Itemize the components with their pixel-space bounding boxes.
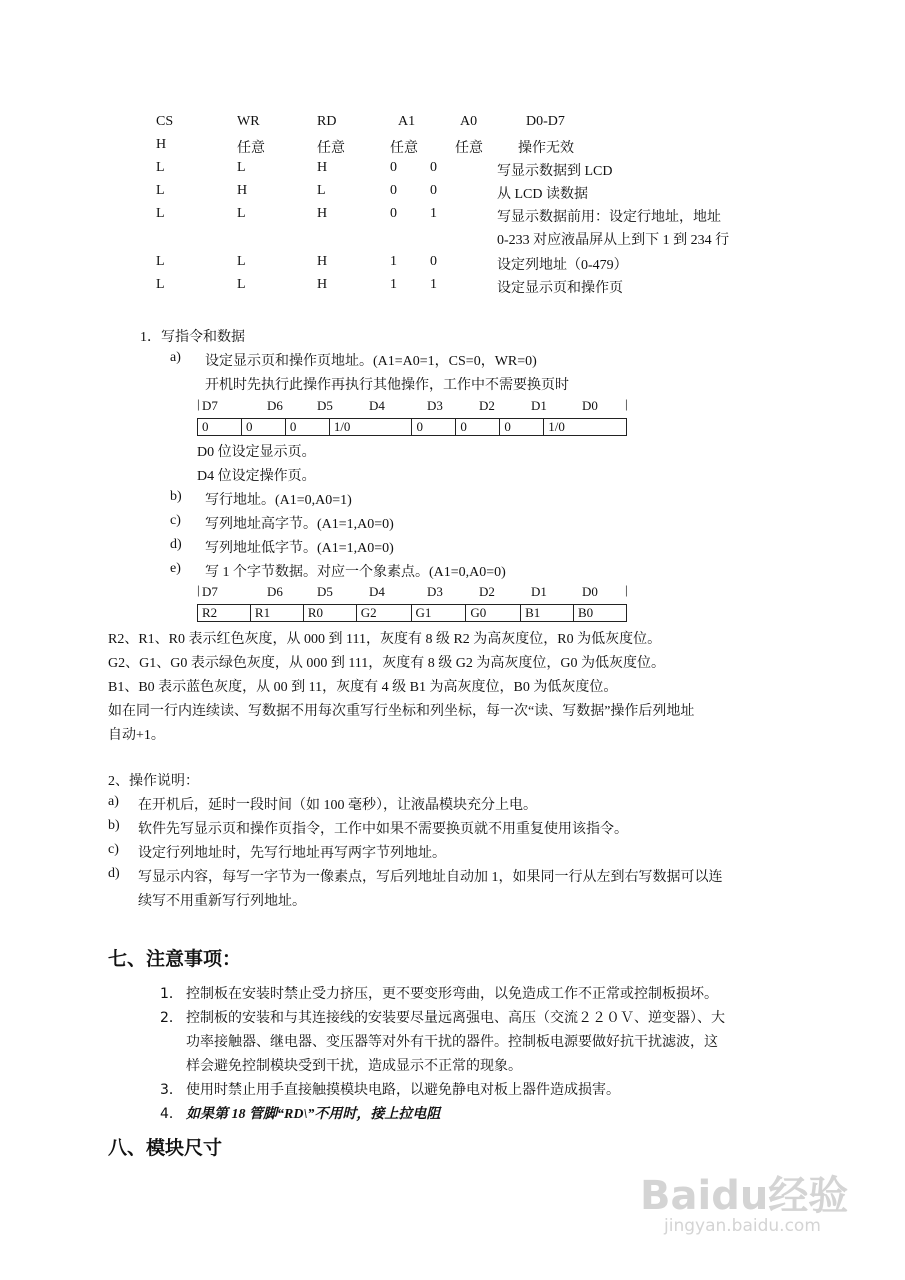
bracket-right: | — [625, 396, 628, 411]
header-d0-d7: D0-D7 — [526, 114, 565, 129]
cell-rd: H — [317, 254, 328, 269]
bit-cell: 0 — [412, 419, 456, 436]
continuous-rw-note: 如在同一行内连续读、写数据不用每次重写行坐标和列坐标，每一次“读、写数据”操作后列地址 — [108, 704, 695, 719]
op-item-d-marker: d) — [108, 866, 120, 881]
notice-2-text: 控制板的安装和与其连接线的安装要尽量远离强电、高压（交流２２０Ｖ、逆变器）、大 — [186, 1011, 725, 1026]
bit-label: D6 — [267, 584, 283, 599]
cell-d0-d7: 设定列地址（0-479） — [497, 258, 628, 273]
cell-wr: L — [237, 160, 246, 175]
bit-label: D5 — [317, 584, 333, 599]
cell-rd: L — [317, 183, 326, 198]
bit-label: D3 — [427, 584, 443, 599]
item-a-marker: a) — [170, 350, 181, 365]
cell-wr: 任意 — [237, 141, 265, 156]
cell-d0-d7: 从 LCD 读数据 — [497, 187, 588, 202]
bit-cell: B1 — [521, 605, 574, 622]
cell-rd: H — [317, 160, 328, 175]
cell-a0: 0 — [430, 254, 437, 269]
op-item-d-text: 写显示内容，每写一字节为一像素点，写后列地址自动加 1，如果同一行从左到右写数据可以连 — [138, 870, 723, 885]
table-row — [0, 183, 905, 205]
bit-cell: 0 — [285, 419, 329, 436]
color-line-b: B1、B0 表示蓝色灰度，从 00 到 11，灰度有 4 级 B1 为高灰度位，B0 为低灰度位。 — [108, 680, 618, 695]
cell-rd: 任意 — [317, 141, 345, 156]
notice-3-marker: 3． — [160, 1082, 183, 1098]
cell-a1: 0 — [390, 183, 397, 198]
color-line-g: G2、G1、G0 表示绿色灰度，从 000 到 111，灰度有 8 级 G2 为高灰度位，G0 为低灰度位。 — [108, 656, 666, 671]
item-c-marker: c) — [170, 513, 181, 528]
table-row — [0, 229, 905, 251]
bit-label: D0 — [582, 584, 598, 599]
notice-1-text: 控制板在安装时禁止受力挤压，更不要变形弯曲，以免造成工作不正常或控制板损坏。 — [186, 987, 718, 1002]
bit-label: D4 — [369, 398, 385, 413]
bit-table-a — [197, 418, 627, 436]
cell-wr: L — [237, 277, 246, 292]
table-row — [0, 277, 905, 299]
bit-cell: 1/0 — [544, 419, 627, 436]
table-row — [0, 254, 905, 276]
cell-cs: H — [156, 137, 167, 152]
d0-note: D0 位设定显示页。 — [197, 445, 316, 460]
bracket-right: | — [625, 582, 628, 597]
cell-a1: 任意 — [390, 141, 418, 156]
cell-a1: 0 — [390, 206, 397, 221]
cell-d0-d7: 设定显示页和操作页 — [497, 281, 623, 296]
cell-a1: 1 — [390, 277, 397, 292]
bit-label: D7 — [202, 398, 218, 413]
notice-4-marker: 4． — [160, 1106, 183, 1122]
d4-note: D4 位设定操作页。 — [197, 469, 316, 484]
cell-wr: L — [237, 206, 246, 221]
item-e-marker: e) — [170, 561, 181, 576]
cell-cs: L — [156, 277, 165, 292]
item-b-marker: b) — [170, 489, 182, 504]
notice-3-text: 使用时禁止用手直接触摸模块电路，以避免静电对板上器件造成损害。 — [186, 1083, 620, 1098]
cell-rd: H — [317, 206, 328, 221]
table-row — [0, 206, 905, 228]
bit-table-e — [197, 604, 627, 622]
baidu-jingyan-logo: Baidu经验 — [640, 1173, 849, 1219]
item-d-text: 写列地址低字节。(A1=1,A0=0) — [205, 541, 394, 556]
notice-2-marker: 2． — [160, 1010, 183, 1026]
cell-d0-d7: 0-233 对应液晶屏从上到下 1 到 234 行 — [497, 233, 730, 248]
table-row — [0, 137, 905, 159]
op-item-c-text: 设定行列地址时，先写行地址再写两字节列地址。 — [138, 846, 446, 861]
cell-cs: L — [156, 254, 165, 269]
op-item-c-marker: c) — [108, 842, 119, 857]
item-d-marker: d) — [170, 537, 182, 552]
bit-label: D4 — [369, 584, 385, 599]
notice-4-text: 如果第 18 管脚“RD\”不用时，接上拉电阻 — [186, 1107, 441, 1122]
item-b-text: 写行地址。(A1=0,A0=1) — [205, 493, 352, 508]
section7-heading: 七、注意事项： — [108, 948, 242, 970]
cell-a0: 1 — [430, 277, 437, 292]
cell-cs: L — [156, 183, 165, 198]
bit-cell: R1 — [250, 605, 303, 622]
op-item-b-text: 软件先写显示页和操作页指令，工作中如果不需要换页就不用重复使用该指令。 — [138, 822, 628, 837]
bit-cell: R0 — [303, 605, 356, 622]
table-row — [0, 160, 905, 182]
bit-label: D6 — [267, 398, 283, 413]
section8-heading: 八、模块尺寸 — [108, 1137, 223, 1159]
bit-cell: R2 — [198, 605, 251, 622]
bit-cell: B0 — [574, 605, 627, 622]
cell-d0-d7: 写显示数据前用：设定行地址，地址 — [497, 210, 721, 225]
bit-label: D7 — [202, 584, 218, 599]
item-c-text: 写列地址高字节。(A1=1,A0=0) — [205, 517, 394, 532]
cell-a1: 1 — [390, 254, 397, 269]
cell-wr: L — [237, 254, 246, 269]
bit-cell: 0 — [241, 419, 285, 436]
bit-label: D2 — [479, 398, 495, 413]
notice-2-text-cont2: 样会避免控制模块受到干扰，造成显示不正常的现象。 — [186, 1059, 522, 1074]
cell-a1: 0 — [390, 160, 397, 175]
bracket-left: | — [197, 582, 200, 597]
header-a1: A1 — [398, 114, 416, 129]
bit-labels-a — [197, 398, 632, 416]
watermark-url: jingyan.baidu.com — [664, 1216, 821, 1236]
item-a-text: 设定显示页和操作页地址。(A1=A0=1，CS=0，WR=0) — [205, 354, 537, 369]
bit-label: D1 — [531, 398, 547, 413]
header-a0: A0 — [460, 114, 478, 129]
header-cs: CS — [156, 114, 174, 129]
cell-d0-d7: 操作无效 — [518, 141, 574, 156]
bit-cell: G2 — [356, 605, 411, 622]
bit-cell: 0 — [198, 419, 242, 436]
section1-title: 1．写指令和数据 — [140, 330, 245, 345]
item-a-note: 开机时先执行此操作再执行其他操作，工作中不需要换页时 — [205, 378, 569, 393]
cell-d0-d7: 写显示数据到 LCD — [497, 164, 613, 179]
cell-rd: H — [317, 277, 328, 292]
cell-a0: 0 — [430, 160, 437, 175]
cell-cs: L — [156, 160, 165, 175]
control-table-header — [0, 114, 905, 136]
bit-label: D3 — [427, 398, 443, 413]
bracket-left: | — [197, 396, 200, 411]
bit-cell: 1/0 — [329, 419, 412, 436]
bit-cell: G1 — [411, 605, 466, 622]
bit-label: D1 — [531, 584, 547, 599]
op-item-a-marker: a) — [108, 794, 119, 809]
cell-cs: L — [156, 206, 165, 221]
op-item-a-text: 在开机后，延时一段时间（如 100 毫秒），让液晶模块充分上电。 — [138, 798, 537, 813]
bit-cell: 0 — [500, 419, 544, 436]
cell-a0: 1 — [430, 206, 437, 221]
bit-label: D5 — [317, 398, 333, 413]
notice-2-text-cont: 功率接触器、继电器、变压器等对外有干扰的器件。控制板电源要做好抗干扰滤波，这 — [186, 1035, 718, 1050]
bit-label: D0 — [582, 398, 598, 413]
bit-labels-e — [197, 584, 632, 602]
bit-label: D2 — [479, 584, 495, 599]
color-line-r: R2、R1、R0 表示红色灰度，从 000 到 111，灰度有 8 级 R2 为高灰度位，R0 为低灰度位。 — [108, 632, 662, 647]
op-item-d-text-cont: 续写不用重新写行列地址。 — [138, 894, 306, 909]
bit-cell: 0 — [456, 419, 500, 436]
header-rd: RD — [317, 114, 337, 129]
section2-title: 2、操作说明： — [108, 774, 199, 789]
cell-wr: H — [237, 183, 248, 198]
continuous-rw-note-cont: 自动+1。 — [108, 728, 165, 743]
notice-1-marker: 1． — [160, 986, 183, 1002]
op-item-b-marker: b) — [108, 818, 120, 833]
cell-a0: 0 — [430, 183, 437, 198]
header-wr: WR — [237, 114, 260, 129]
bit-cell: G0 — [466, 605, 521, 622]
item-e-text: 写 1 个字节数据。对应一个象素点。(A1=0,A0=0) — [205, 565, 506, 580]
cell-a0: 任意 — [455, 141, 483, 156]
